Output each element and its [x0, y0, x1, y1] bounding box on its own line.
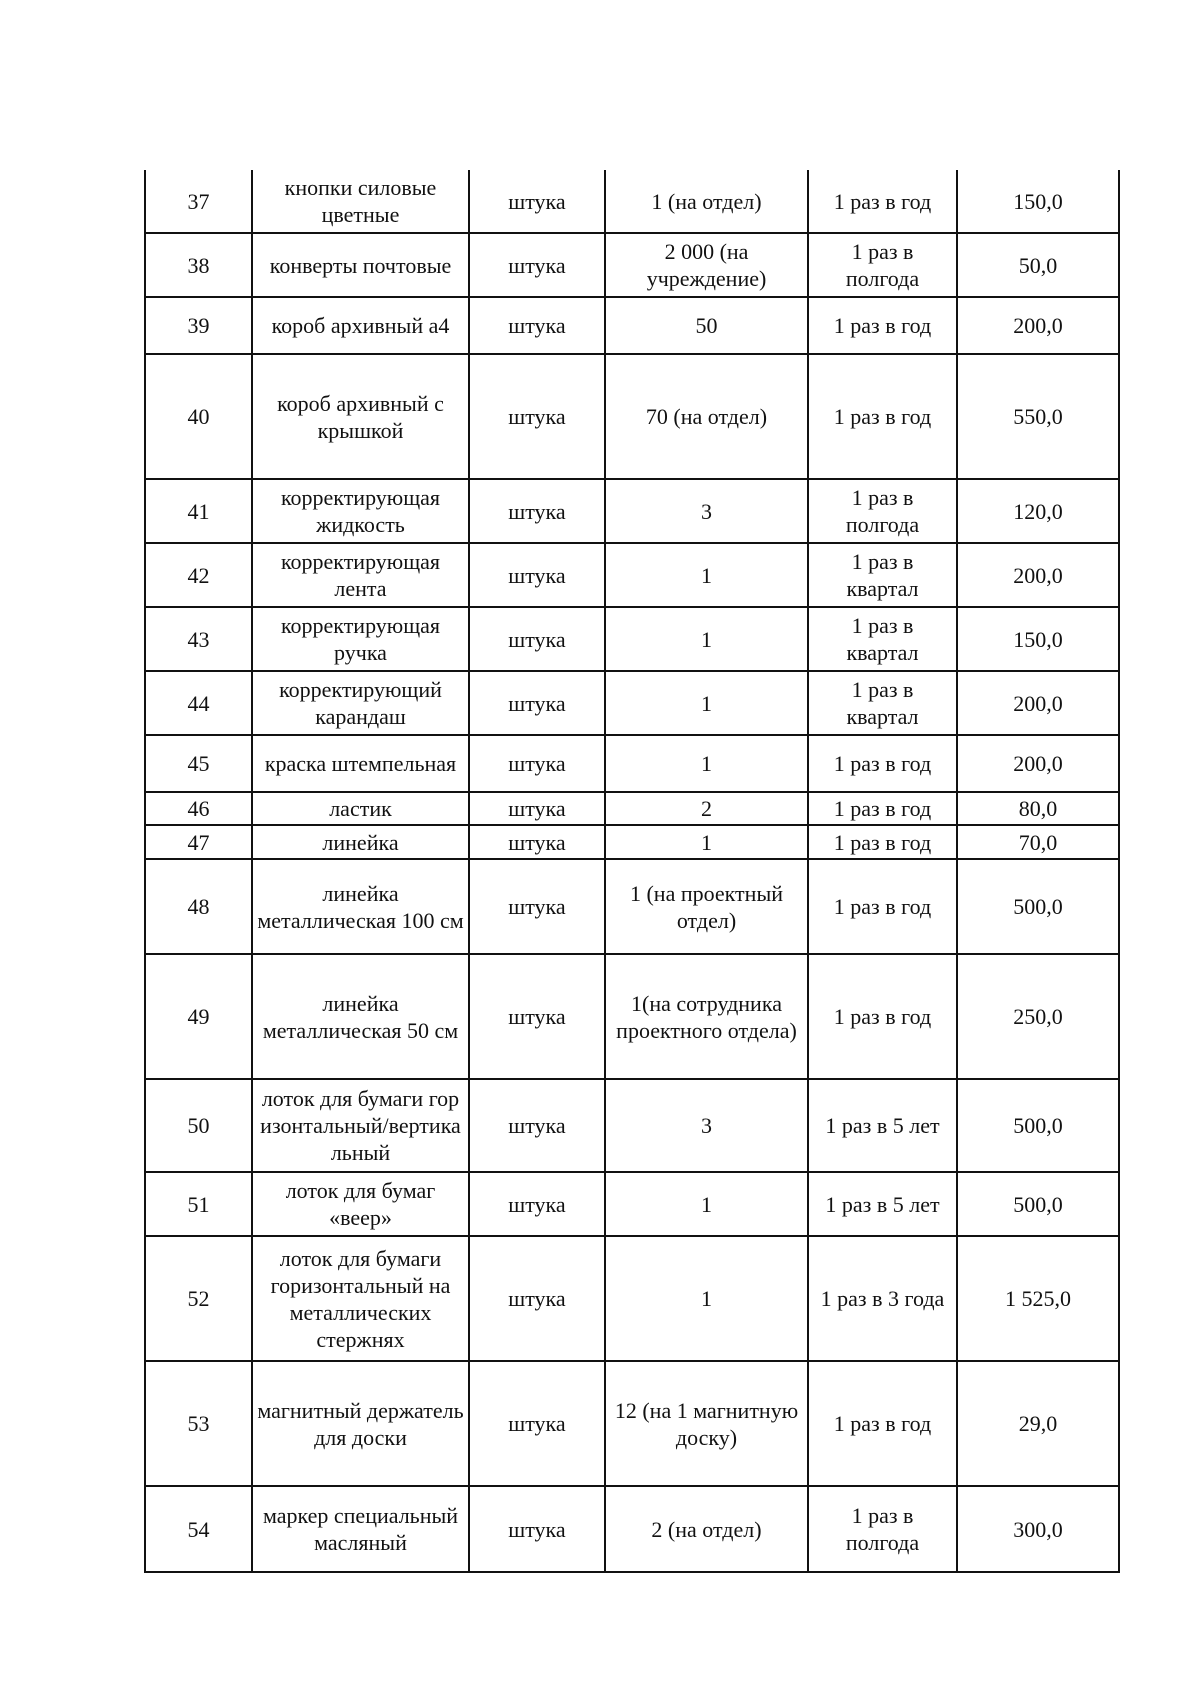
item-quantity: 2 [605, 792, 808, 825]
item-unit: штука [469, 792, 605, 825]
item-name: линейка [252, 825, 469, 859]
item-unit: штука [469, 1486, 605, 1572]
item-price: 150,0 [957, 607, 1119, 671]
item-frequency: 1 раз в год [808, 792, 957, 825]
item-frequency: 1 раз в год [808, 170, 957, 233]
item-name: конверты почтовые [252, 233, 469, 297]
item-frequency: 1 раз в год [808, 354, 957, 479]
item-price: 500,0 [957, 1172, 1119, 1236]
item-quantity: 1 (на отдел) [605, 170, 808, 233]
item-quantity: 1 [605, 543, 808, 607]
item-name: корректирующий карандаш [252, 671, 469, 735]
row-number: 52 [145, 1236, 252, 1361]
item-quantity: 70 (на отдел) [605, 354, 808, 479]
row-number: 38 [145, 233, 252, 297]
item-frequency: 1 раз в 5 лет [808, 1172, 957, 1236]
table-row [145, 1361, 1119, 1486]
table-row [145, 233, 1119, 297]
item-quantity: 1 [605, 1172, 808, 1236]
item-quantity: 1 [605, 671, 808, 735]
item-price: 250,0 [957, 954, 1119, 1079]
item-unit: штука [469, 1079, 605, 1172]
table-row [145, 479, 1119, 543]
table-row [145, 1172, 1119, 1236]
row-number: 49 [145, 954, 252, 1079]
item-price: 550,0 [957, 354, 1119, 479]
row-number: 51 [145, 1172, 252, 1236]
table-row [145, 671, 1119, 735]
item-price: 200,0 [957, 735, 1119, 792]
item-unit: штука [469, 607, 605, 671]
item-name: лоток для бумаг «веер» [252, 1172, 469, 1236]
item-frequency: 1 раз в полгода [808, 479, 957, 543]
item-name: ластик [252, 792, 469, 825]
item-unit: штука [469, 825, 605, 859]
item-price: 200,0 [957, 543, 1119, 607]
table-row [145, 1079, 1119, 1172]
row-number: 40 [145, 354, 252, 479]
table-row [145, 543, 1119, 607]
item-unit: штука [469, 1172, 605, 1236]
item-price: 80,0 [957, 792, 1119, 825]
item-unit: штука [469, 735, 605, 792]
item-quantity: 1 [605, 1236, 808, 1361]
item-price: 50,0 [957, 233, 1119, 297]
item-unit: штука [469, 1236, 605, 1361]
item-unit: штука [469, 954, 605, 1079]
item-name: лоток для бумаги горизонтальный/вертикальный [252, 1079, 469, 1172]
item-frequency: 1 раз в год [808, 859, 957, 954]
item-unit: штука [469, 1361, 605, 1486]
item-name: краска штемпельная [252, 735, 469, 792]
item-frequency: 1 раз в квартал [808, 671, 957, 735]
row-number: 46 [145, 792, 252, 825]
item-price: 150,0 [957, 170, 1119, 233]
item-price: 1 525,0 [957, 1236, 1119, 1361]
item-name: кнопки силовые цветные [252, 170, 469, 233]
row-number: 39 [145, 297, 252, 354]
item-price: 29,0 [957, 1361, 1119, 1486]
table-row [145, 792, 1119, 825]
item-frequency: 1 раз в полгода [808, 233, 957, 297]
table-row [145, 954, 1119, 1079]
item-quantity: 3 [605, 1079, 808, 1172]
item-frequency: 1 раз в год [808, 954, 957, 1079]
item-frequency: 1 раз в год [808, 825, 957, 859]
table-row [145, 859, 1119, 954]
item-name: короб архивный а4 [252, 297, 469, 354]
row-number: 37 [145, 170, 252, 233]
item-unit: штука [469, 479, 605, 543]
table-row [145, 825, 1119, 859]
row-number: 48 [145, 859, 252, 954]
item-quantity: 1(на сотрудника проектного отдела) [605, 954, 808, 1079]
item-price: 200,0 [957, 671, 1119, 735]
row-number: 45 [145, 735, 252, 792]
row-number: 50 [145, 1079, 252, 1172]
table-row [145, 1486, 1119, 1572]
item-price: 300,0 [957, 1486, 1119, 1572]
item-name: маркер специальный масляный [252, 1486, 469, 1572]
row-number: 43 [145, 607, 252, 671]
item-name: линейка металлическая 100 см [252, 859, 469, 954]
table-row [145, 735, 1119, 792]
table-row [145, 1236, 1119, 1361]
item-quantity: 12 (на 1 магнитную доску) [605, 1361, 808, 1486]
item-name: короб архивный с крышкой [252, 354, 469, 479]
table-row [145, 607, 1119, 671]
item-quantity: 3 [605, 479, 808, 543]
item-quantity: 50 [605, 297, 808, 354]
row-number: 54 [145, 1486, 252, 1572]
item-price: 70,0 [957, 825, 1119, 859]
item-quantity: 1 [605, 735, 808, 792]
item-frequency: 1 раз в полгода [808, 1486, 957, 1572]
item-frequency: 1 раз в год [808, 735, 957, 792]
item-name: магнитный держатель для доски [252, 1361, 469, 1486]
item-name: корректирующая ручка [252, 607, 469, 671]
row-number: 53 [145, 1361, 252, 1486]
item-quantity: 1 (на проектный отдел) [605, 859, 808, 954]
item-name: корректирующая жидкость [252, 479, 469, 543]
item-frequency: 1 раз в квартал [808, 543, 957, 607]
item-quantity: 2 (на отдел) [605, 1486, 808, 1572]
table-row [145, 354, 1119, 479]
item-quantity: 2 000 (на учреждение) [605, 233, 808, 297]
item-frequency: 1 раз в год [808, 1361, 957, 1486]
item-name: линейка металлическая 50 см [252, 954, 469, 1079]
item-price: 500,0 [957, 859, 1119, 954]
item-frequency: 1 раз в 3 года [808, 1236, 957, 1361]
item-unit: штука [469, 671, 605, 735]
item-price: 120,0 [957, 479, 1119, 543]
item-price: 200,0 [957, 297, 1119, 354]
item-unit: штука [469, 170, 605, 233]
item-quantity: 1 [605, 825, 808, 859]
table-row [145, 297, 1119, 354]
item-quantity: 1 [605, 607, 808, 671]
item-unit: штука [469, 354, 605, 479]
row-number: 42 [145, 543, 252, 607]
row-number: 47 [145, 825, 252, 859]
supplies-table [144, 170, 1120, 1573]
item-name: корректирующая лента [252, 543, 469, 607]
item-unit: штука [469, 859, 605, 954]
item-frequency: 1 раз в квартал [808, 607, 957, 671]
row-number: 41 [145, 479, 252, 543]
item-price: 500,0 [957, 1079, 1119, 1172]
item-unit: штука [469, 297, 605, 354]
item-unit: штука [469, 543, 605, 607]
row-number: 44 [145, 671, 252, 735]
table-row [145, 170, 1119, 233]
item-name: лоток для бумаги горизонтальный на металлических стержнях [252, 1236, 469, 1361]
item-frequency: 1 раз в 5 лет [808, 1079, 957, 1172]
item-unit: штука [469, 233, 605, 297]
item-frequency: 1 раз в год [808, 297, 957, 354]
